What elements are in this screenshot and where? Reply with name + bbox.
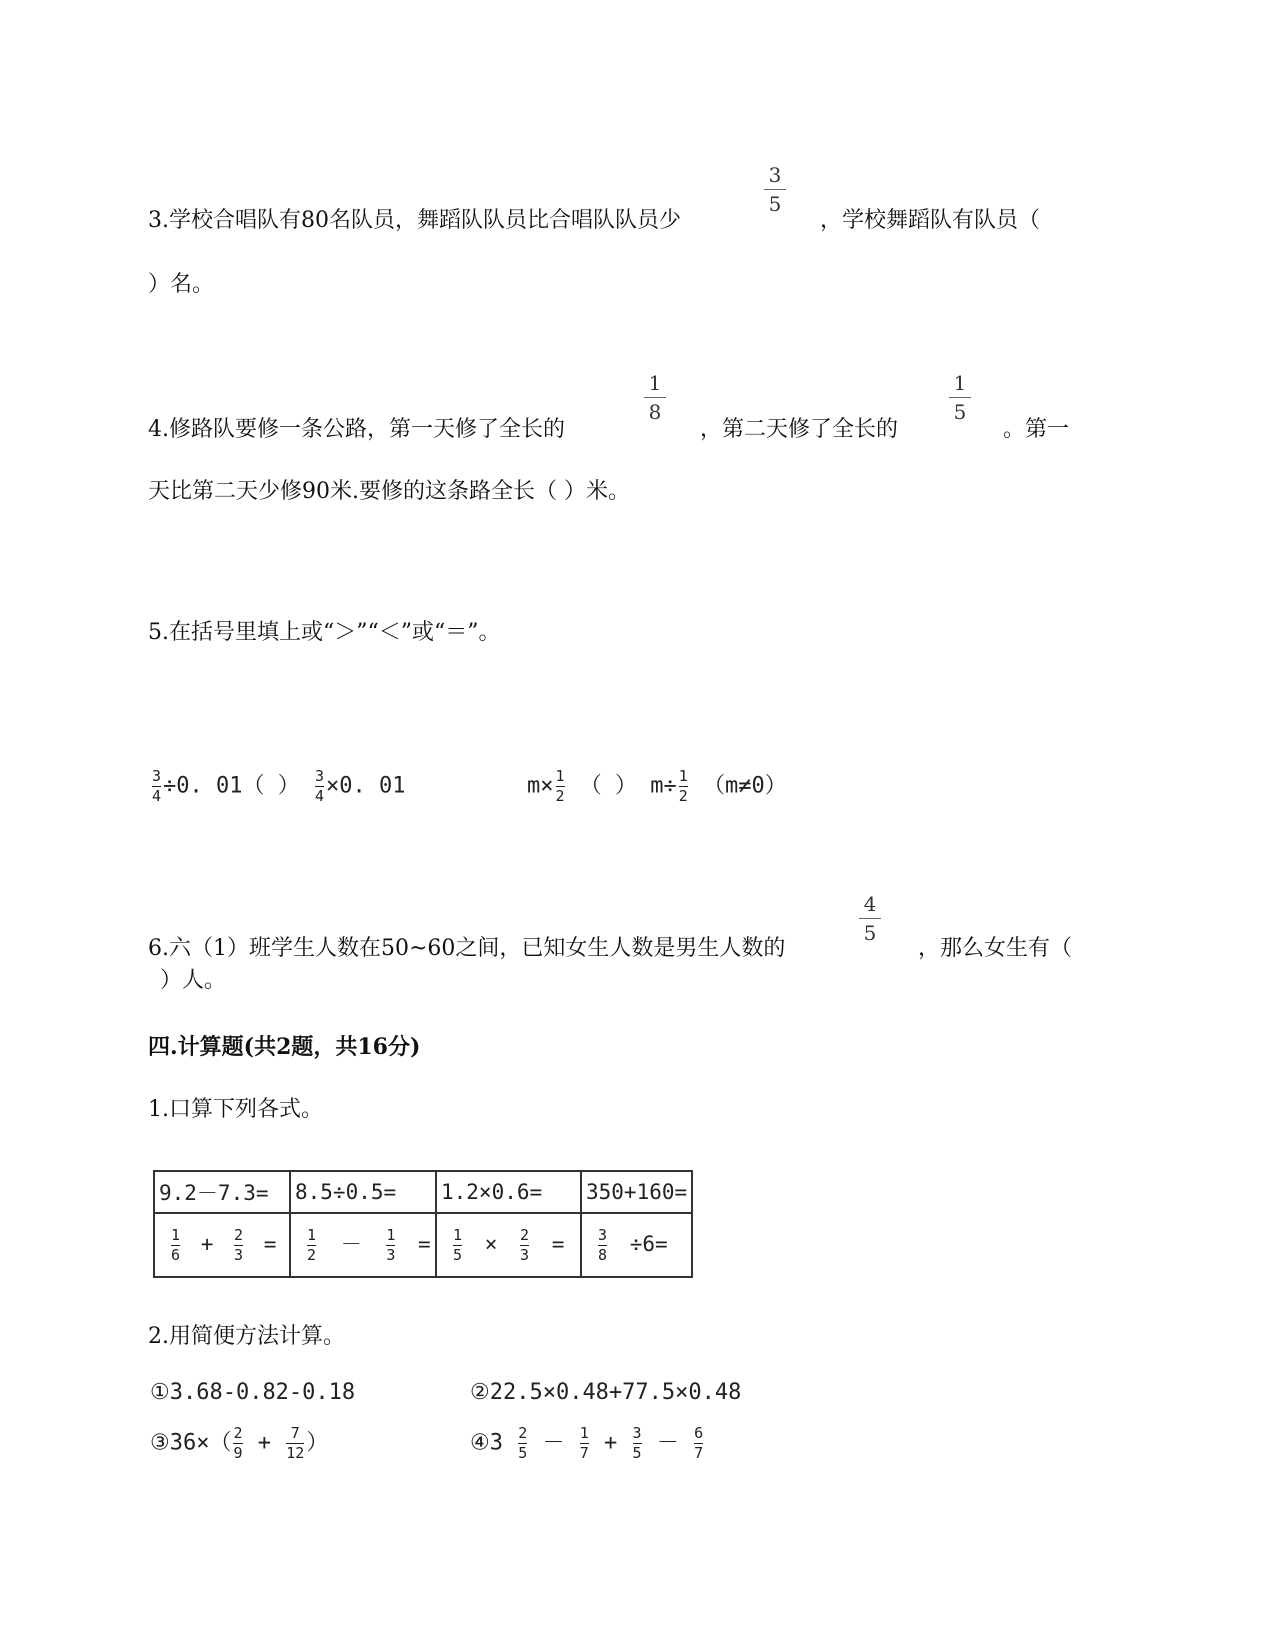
q3-text-part2: ，学校舞蹈队有队员（	[820, 208, 1041, 233]
q6-frac-den: 5	[863, 921, 877, 945]
q5-e1-op2: ×0. 01	[326, 773, 406, 799]
q3-frac-num: 3	[768, 163, 782, 187]
q4-text-part1: 4.修路队要修一条公路，第一天修了全长的	[148, 417, 565, 442]
q5-e2-mid: （ ） m÷	[579, 773, 677, 799]
table-row	[154, 1213, 692, 1277]
table-cell: 350+160=	[581, 1171, 692, 1213]
q4-line1-tail	[1003, 415, 1069, 445]
table-cell: $\frac{3}{8}$ ÷6=	[581, 1213, 692, 1277]
table-cell: 1.2×0.6=	[436, 1171, 581, 1213]
q3-frac-den: 5	[768, 192, 782, 216]
q5-line	[148, 618, 500, 648]
section-heading: 四.计算题(共2题，共16分)	[148, 1034, 421, 1060]
q6-text-part1: 6.六（1）班学生人数在50~60之间，已知女生人数是男生人数的	[148, 936, 786, 961]
q6-text-part2: ，那么女生有（	[918, 936, 1073, 961]
q3-line1	[148, 206, 681, 236]
q4-text-part2: ，第二天修了全长的	[700, 417, 899, 442]
table-cell: $\frac{1}{5}$ × $\frac{2}{3}$ =	[436, 1213, 581, 1277]
q5-e2-post: （m≠0）	[703, 773, 787, 799]
table-cell: 9.2－7.3=	[154, 1171, 290, 1213]
q4-frac2-den: 5	[953, 400, 967, 424]
q5-expression-2	[527, 768, 787, 805]
q3-fraction	[760, 164, 790, 215]
q6-line1	[148, 934, 785, 964]
q6-line1-tail	[918, 934, 1072, 964]
q3-line2	[148, 270, 214, 300]
q6-line2	[160, 966, 226, 996]
simplify-item-2: ②22.5×0.48+77.5×0.48	[470, 1380, 742, 1405]
q5-e1-frac2: $\frac{3}{4}$	[315, 767, 325, 805]
table-cell: $\frac{1}{6}$ + $\frac{2}{3}$ =	[154, 1213, 290, 1277]
q5-e1-op1: ÷0. 01（ ）	[163, 773, 300, 799]
table-cell: $\frac{1}{2}$ － $\frac{1}{3}$ =	[290, 1213, 436, 1277]
q4-fraction-1	[640, 372, 670, 423]
table-cell: 8.5÷0.5=	[290, 1171, 436, 1213]
q5-e2-pre: m×	[527, 773, 554, 799]
q4-text-part3: 。第一	[1003, 417, 1070, 442]
calc-q2-label: 2.用简便方法计算。	[148, 1324, 345, 1349]
q6-text-line2: ）人。	[160, 968, 227, 993]
q3-line1-tail	[820, 206, 1040, 236]
q5-text: 5.在括号里填上或“＞”“＜”或“＝”。	[148, 620, 501, 645]
q4-frac1-num: 1	[648, 371, 662, 395]
q5-e1-frac1: $\frac{3}{4}$	[152, 767, 162, 805]
q3-text-part1: 3.学校合唱队有80名队员，舞蹈队队员比合唱队队员少	[148, 208, 681, 233]
calc-q1-label: 1.口算下列各式。	[148, 1097, 323, 1122]
q4-frac1-den: 8	[648, 400, 662, 424]
simplify-item-4: ④3 $\frac{2}{5}$ － $\frac{1}{7}$ + $\frac{3}{5}$ － $\frac{6}{7}$	[470, 1424, 704, 1462]
q6-fraction	[855, 893, 885, 944]
simplify-item-1: ①3.68-0.82-0.18	[150, 1380, 356, 1405]
q6-frac-num: 4	[863, 892, 877, 916]
q3-text-line2: ）名。	[148, 272, 215, 297]
q4-frac2-num: 1	[953, 371, 967, 395]
q4-line1	[148, 415, 565, 445]
q4-line1-mid	[700, 415, 898, 445]
simplify-item-3: ③36×（ $\frac{2}{9}$ + $\frac{7}{12}$ ）	[150, 1424, 329, 1462]
q5-expression-1	[150, 768, 406, 805]
q4-fraction-2	[945, 372, 975, 423]
q4-line2	[148, 477, 630, 507]
table-row	[154, 1171, 692, 1213]
q4-text-line2: 天比第二天少修90米.要修的这条路全长（ ）米。	[148, 479, 630, 504]
q5-e2-frac2: $\frac{1}{2}$	[678, 767, 688, 805]
mental-math-table	[153, 1170, 693, 1278]
q5-e2-frac1: $\frac{1}{2}$	[555, 767, 565, 805]
